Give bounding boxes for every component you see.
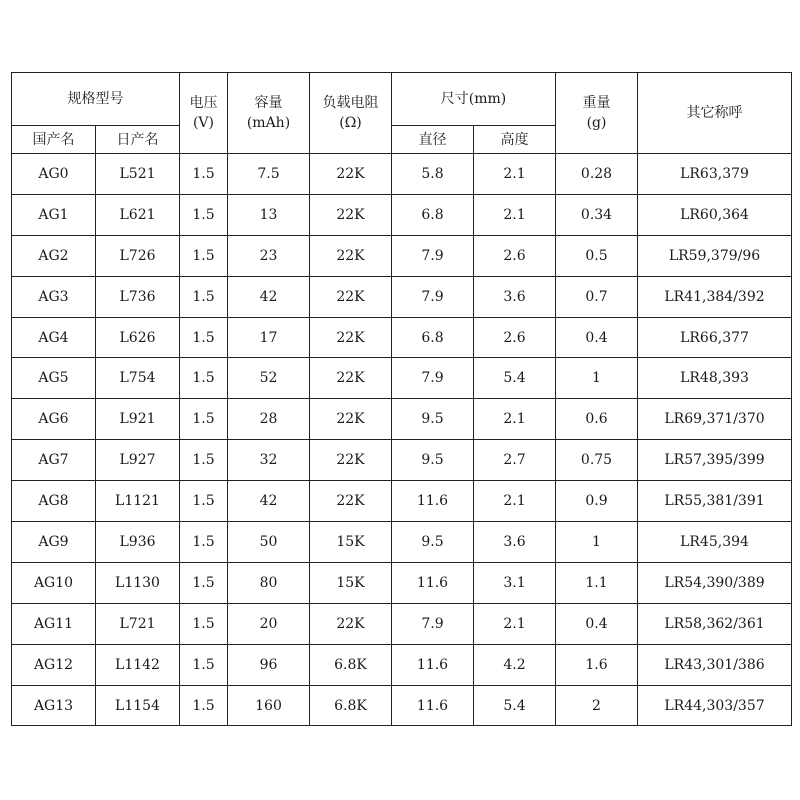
cell-capacity: 96	[228, 644, 310, 685]
cell-diameter: 9.5	[392, 399, 474, 440]
cell-japanese-name: L521	[96, 154, 180, 195]
table-row	[12, 522, 792, 563]
cell-diameter: 7.9	[392, 276, 474, 317]
cell-other-names: LR69,371/370	[638, 399, 792, 440]
header-voltage-label: 电压	[189, 95, 218, 111]
cell-voltage: 1.5	[180, 317, 228, 358]
cell-capacity: 17	[228, 317, 310, 358]
cell-voltage: 1.5	[180, 481, 228, 522]
table-row	[12, 154, 792, 195]
cell-other-names: LR45,394	[638, 522, 792, 563]
cell-capacity: 160	[228, 685, 310, 726]
header-capacity-unit: (mAh)	[246, 115, 291, 131]
cell-load-resistance: 22K	[310, 317, 392, 358]
header-load-resistance	[310, 73, 392, 154]
cell-capacity: 20	[228, 603, 310, 644]
cell-diameter: 11.6	[392, 481, 474, 522]
cell-other-names: LR54,390/389	[638, 562, 792, 603]
table-row	[12, 317, 792, 358]
cell-voltage: 1.5	[180, 562, 228, 603]
cell-japanese-name: L927	[96, 440, 180, 481]
cell-height: 3.6	[474, 522, 556, 563]
cell-load-resistance: 22K	[310, 481, 392, 522]
cell-voltage: 1.5	[180, 194, 228, 235]
cell-diameter: 11.6	[392, 644, 474, 685]
header-spec-model: 规格型号	[12, 73, 180, 126]
cell-weight: 0.6	[556, 399, 638, 440]
header-load-resistance-label: 负载电阻	[322, 95, 379, 111]
header-row-1	[12, 73, 792, 126]
cell-other-names: LR44,303/357	[638, 685, 792, 726]
cell-japanese-name: L726	[96, 235, 180, 276]
cell-capacity: 23	[228, 235, 310, 276]
cell-height: 3.6	[474, 276, 556, 317]
cell-voltage: 1.5	[180, 522, 228, 563]
cell-domestic-name: AG11	[12, 603, 96, 644]
header-other-names: 其它称呼	[638, 73, 792, 154]
cell-domestic-name: AG8	[12, 481, 96, 522]
cell-voltage: 1.5	[180, 603, 228, 644]
cell-japanese-name: L1130	[96, 562, 180, 603]
cell-capacity: 42	[228, 276, 310, 317]
cell-other-names: LR63,379	[638, 154, 792, 195]
cell-weight: 0.34	[556, 194, 638, 235]
cell-load-resistance: 22K	[310, 399, 392, 440]
cell-domestic-name: AG0	[12, 154, 96, 195]
cell-japanese-name: L1154	[96, 685, 180, 726]
cell-load-resistance: 6.8K	[310, 644, 392, 685]
cell-japanese-name: L1121	[96, 481, 180, 522]
cell-weight: 0.4	[556, 603, 638, 644]
cell-diameter: 11.6	[392, 562, 474, 603]
cell-other-names: LR55,381/391	[638, 481, 792, 522]
cell-voltage: 1.5	[180, 235, 228, 276]
cell-diameter: 7.9	[392, 235, 474, 276]
cell-height: 2.6	[474, 235, 556, 276]
cell-load-resistance: 6.8K	[310, 685, 392, 726]
cell-weight: 0.9	[556, 481, 638, 522]
cell-capacity: 7.5	[228, 154, 310, 195]
cell-load-resistance: 15K	[310, 522, 392, 563]
cell-voltage: 1.5	[180, 644, 228, 685]
cell-capacity: 13	[228, 194, 310, 235]
cell-japanese-name: L754	[96, 358, 180, 399]
cell-diameter: 11.6	[392, 685, 474, 726]
cell-domestic-name: AG2	[12, 235, 96, 276]
cell-weight: 2	[556, 685, 638, 726]
cell-weight: 1	[556, 522, 638, 563]
cell-domestic-name: AG1	[12, 194, 96, 235]
table-row	[12, 276, 792, 317]
cell-capacity: 42	[228, 481, 310, 522]
cell-height: 3.1	[474, 562, 556, 603]
cell-other-names: LR58,362/361	[638, 603, 792, 644]
cell-domestic-name: AG6	[12, 399, 96, 440]
cell-capacity: 28	[228, 399, 310, 440]
cell-height: 2.1	[474, 399, 556, 440]
cell-capacity: 52	[228, 358, 310, 399]
header-voltage-unit: (V)	[192, 115, 215, 131]
cell-other-names: LR59,379/96	[638, 235, 792, 276]
cell-height: 2.7	[474, 440, 556, 481]
header-weight	[556, 73, 638, 154]
table-row	[12, 481, 792, 522]
cell-domestic-name: AG3	[12, 276, 96, 317]
cell-voltage: 1.5	[180, 276, 228, 317]
cell-height: 5.4	[474, 358, 556, 399]
cell-diameter: 6.8	[392, 194, 474, 235]
cell-other-names: LR57,395/399	[638, 440, 792, 481]
header-height: 高度	[474, 126, 556, 154]
table-row	[12, 644, 792, 685]
cell-weight: 0.28	[556, 154, 638, 195]
table-row	[12, 235, 792, 276]
table-row	[12, 194, 792, 235]
cell-weight: 0.7	[556, 276, 638, 317]
battery-spec-table	[11, 72, 792, 726]
cell-voltage: 1.5	[180, 399, 228, 440]
cell-diameter: 7.9	[392, 358, 474, 399]
cell-japanese-name: L736	[96, 276, 180, 317]
table-row	[12, 562, 792, 603]
cell-height: 2.1	[474, 154, 556, 195]
header-weight-unit: (g)	[586, 115, 607, 131]
cell-japanese-name: L626	[96, 317, 180, 358]
table-row	[12, 603, 792, 644]
cell-japanese-name: L936	[96, 522, 180, 563]
cell-load-resistance: 15K	[310, 562, 392, 603]
cell-japanese-name: L921	[96, 399, 180, 440]
header-capacity	[228, 73, 310, 154]
cell-weight: 0.5	[556, 235, 638, 276]
cell-load-resistance: 22K	[310, 603, 392, 644]
cell-height: 2.6	[474, 317, 556, 358]
cell-load-resistance: 22K	[310, 154, 392, 195]
cell-weight: 1.1	[556, 562, 638, 603]
cell-height: 2.1	[474, 603, 556, 644]
cell-height: 5.4	[474, 685, 556, 726]
cell-load-resistance: 22K	[310, 358, 392, 399]
cell-diameter: 9.5	[392, 522, 474, 563]
cell-domestic-name: AG10	[12, 562, 96, 603]
cell-height: 2.1	[474, 194, 556, 235]
cell-voltage: 1.5	[180, 154, 228, 195]
cell-domestic-name: AG13	[12, 685, 96, 726]
cell-height: 4.2	[474, 644, 556, 685]
cell-japanese-name: L621	[96, 194, 180, 235]
cell-capacity: 80	[228, 562, 310, 603]
cell-diameter: 7.9	[392, 603, 474, 644]
header-load-resistance-unit: (Ω)	[339, 115, 362, 131]
cell-japanese-name: L721	[96, 603, 180, 644]
cell-domestic-name: AG4	[12, 317, 96, 358]
cell-load-resistance: 22K	[310, 194, 392, 235]
table-row	[12, 685, 792, 726]
cell-load-resistance: 22K	[310, 235, 392, 276]
cell-load-resistance: 22K	[310, 440, 392, 481]
header-capacity-label: 容量	[254, 95, 283, 111]
cell-weight: 0.75	[556, 440, 638, 481]
cell-domestic-name: AG12	[12, 644, 96, 685]
cell-other-names: LR66,377	[638, 317, 792, 358]
cell-capacity: 32	[228, 440, 310, 481]
cell-japanese-name: L1142	[96, 644, 180, 685]
cell-other-names: LR43,301/386	[638, 644, 792, 685]
cell-load-resistance: 22K	[310, 276, 392, 317]
cell-weight: 1.6	[556, 644, 638, 685]
cell-voltage: 1.5	[180, 685, 228, 726]
cell-voltage: 1.5	[180, 440, 228, 481]
cell-domestic-name: AG9	[12, 522, 96, 563]
cell-domestic-name: AG5	[12, 358, 96, 399]
cell-diameter: 5.8	[392, 154, 474, 195]
table-row	[12, 358, 792, 399]
header-diameter: 直径	[392, 126, 474, 154]
header-japanese-name: 日产名	[96, 126, 180, 154]
cell-height: 2.1	[474, 481, 556, 522]
cell-other-names: LR60,364	[638, 194, 792, 235]
cell-capacity: 50	[228, 522, 310, 563]
header-weight-label: 重量	[582, 95, 611, 111]
table-row	[12, 399, 792, 440]
cell-voltage: 1.5	[180, 358, 228, 399]
cell-domestic-name: AG7	[12, 440, 96, 481]
header-size: 尺寸(mm)	[392, 73, 556, 126]
cell-other-names: LR48,393	[638, 358, 792, 399]
table-row	[12, 440, 792, 481]
header-voltage	[180, 73, 228, 154]
cell-diameter: 6.8	[392, 317, 474, 358]
header-domestic-name: 国产名	[12, 126, 96, 154]
cell-other-names: LR41,384/392	[638, 276, 792, 317]
cell-diameter: 9.5	[392, 440, 474, 481]
cell-weight: 0.4	[556, 317, 638, 358]
cell-weight: 1	[556, 358, 638, 399]
